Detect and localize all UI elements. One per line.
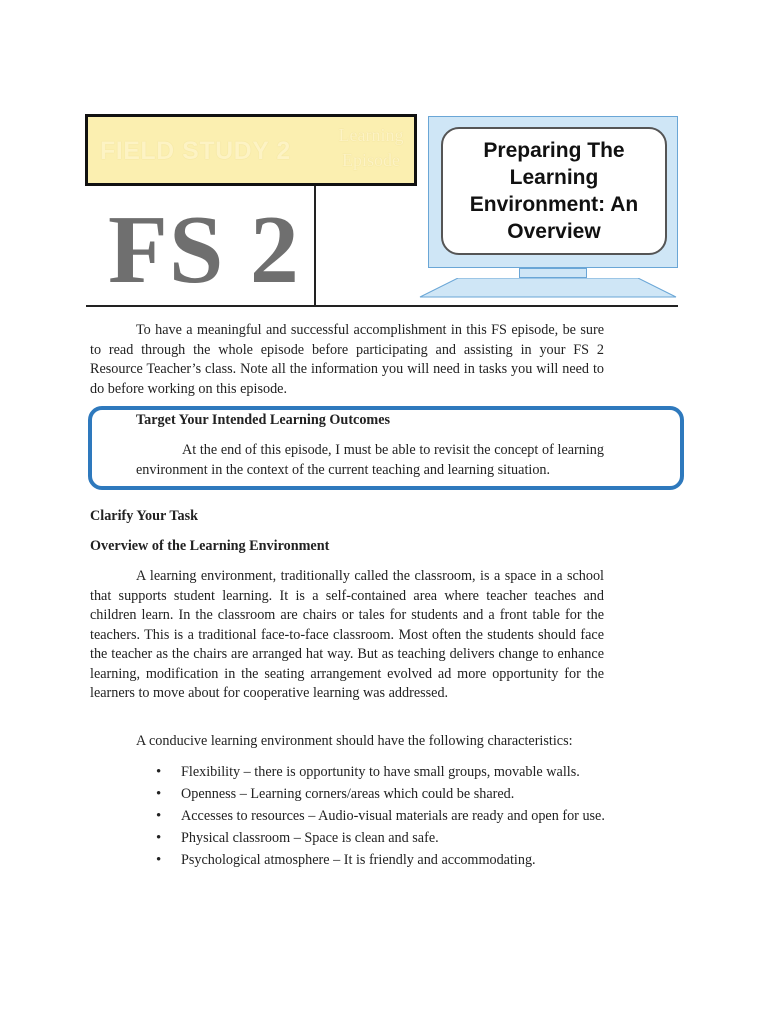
overview-heading: Overview of the Learning Environment xyxy=(90,538,330,554)
header-divider-vertical xyxy=(314,186,316,306)
banner-title: FIELD STUDY 2 xyxy=(100,137,291,165)
characteristics-lead-in: A conducive learning environment should have the following characteristics: xyxy=(136,733,573,749)
intro-paragraph: To have a meaningful and successful accomplishment in this FS episode, be sure to read through the whole episode before participating and assisting in your FS 2 Resource Teacher’s class. Note all the information you will need in tasks you will need to do before working on this episode. xyxy=(90,322,604,397)
list-item: • Accesses to resources – Audio-visual materials are ready and open for use. xyxy=(156,806,616,828)
episode-title: Preparing The Learning Environment: An Overview xyxy=(469,139,639,243)
banner-subtitle: Learning Episode xyxy=(338,125,404,170)
outcomes-title: Target Your Intended Learning Outcomes xyxy=(136,412,391,428)
monitor-base xyxy=(418,278,678,298)
list-item: • Openness – Learning corners/areas which could be shared. xyxy=(156,784,616,806)
characteristics-list xyxy=(156,762,616,872)
monitor-screen xyxy=(441,127,667,255)
list-item: • Flexibility – there is opportunity to have small groups, movable walls. xyxy=(156,762,616,784)
list-item: • Physical classroom – Space is clean and safe. xyxy=(156,828,616,850)
course-code: FS 2 xyxy=(108,196,300,304)
task-heading: Clarify Your Task xyxy=(90,508,199,524)
outcomes-text: At the end of this episode, I must be able to revisit the concept of learning environment in the context of the current teaching and learning situation. xyxy=(136,442,604,478)
field-study-banner xyxy=(85,114,417,186)
monitor-neck xyxy=(519,268,587,278)
list-item: • Psychological atmosphere – It is friendly and accommodating. xyxy=(156,850,616,872)
monitor-icon xyxy=(428,116,678,268)
overview-paragraph: A learning environment, traditionally called the classroom, is a space in a school that supports student learning. It is a self-contained area where teacher teaches and children learn. In the classroom are chairs or tales for students and a front table for the teachers. This is a traditional face-to-face classroom. Most often the students should face the teacher as the chairs are arranged hat way. But as teaching delivers change to enhance learning, modification in the seating arrangement evolved ad more opportunity for the learners to move about for cooperative learning was addressed. xyxy=(90,568,604,701)
header-divider-horizontal xyxy=(86,305,678,307)
